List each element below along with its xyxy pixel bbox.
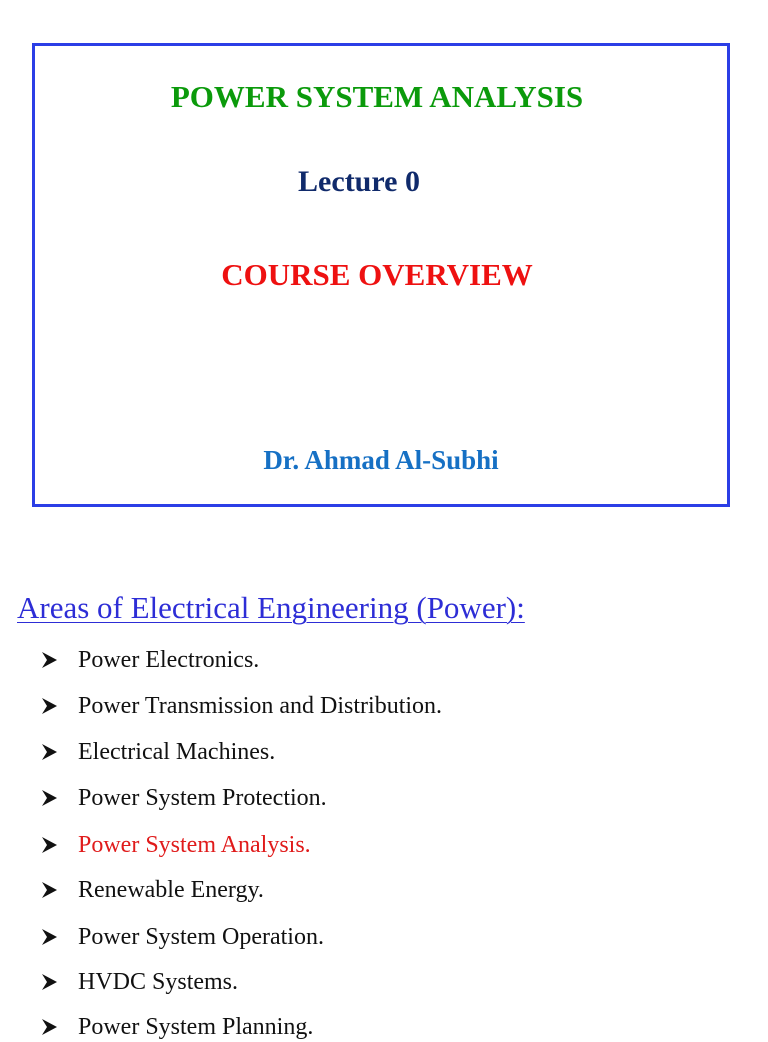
- list-item: [40, 922, 324, 952]
- list-item-label: Power System Analysis.: [78, 831, 311, 858]
- arrowhead-bullet-icon: [40, 1018, 58, 1036]
- list-item: [40, 783, 327, 813]
- list-item: [40, 1012, 313, 1042]
- arrowhead-bullet-icon: [40, 789, 58, 807]
- list-item-label: Renewable Energy.: [78, 876, 264, 903]
- arrowhead-bullet-icon: [40, 836, 58, 854]
- arrowhead-bullet-icon: [40, 973, 58, 991]
- list-item-label: Power Transmission and Distribution.: [78, 692, 443, 719]
- author-name: Dr. Ahmad Al-Subhi: [263, 445, 499, 475]
- list-item: [40, 967, 238, 997]
- arrowhead-bullet-icon: [40, 697, 58, 715]
- list-item: [40, 691, 442, 721]
- list-item: [40, 875, 264, 905]
- list-item: [40, 830, 311, 860]
- list-item-label: Power System Operation.: [78, 923, 324, 950]
- areas-heading: Areas of Electrical Engineering (Power):: [17, 590, 525, 625]
- list-item: [40, 737, 275, 767]
- lecture-label: Lecture 0: [298, 165, 420, 198]
- list-item: [40, 645, 259, 675]
- title-frame: [32, 43, 730, 507]
- list-item-label: Power System Protection.: [78, 784, 327, 811]
- arrowhead-bullet-icon: [40, 651, 58, 669]
- overview-label: COURSE OVERVIEW: [221, 257, 533, 292]
- course-title: POWER SYSTEM ANALYSIS: [170, 79, 584, 114]
- list-item-label: Power Electronics.: [78, 646, 260, 673]
- list-item-label: HVDC Systems.: [78, 968, 239, 995]
- arrowhead-bullet-icon: [40, 928, 58, 946]
- arrowhead-bullet-icon: [40, 743, 58, 761]
- list-item-label: Power System Planning.: [78, 1013, 314, 1040]
- list-item-label: Electrical Machines.: [78, 738, 276, 765]
- arrowhead-bullet-icon: [40, 881, 58, 899]
